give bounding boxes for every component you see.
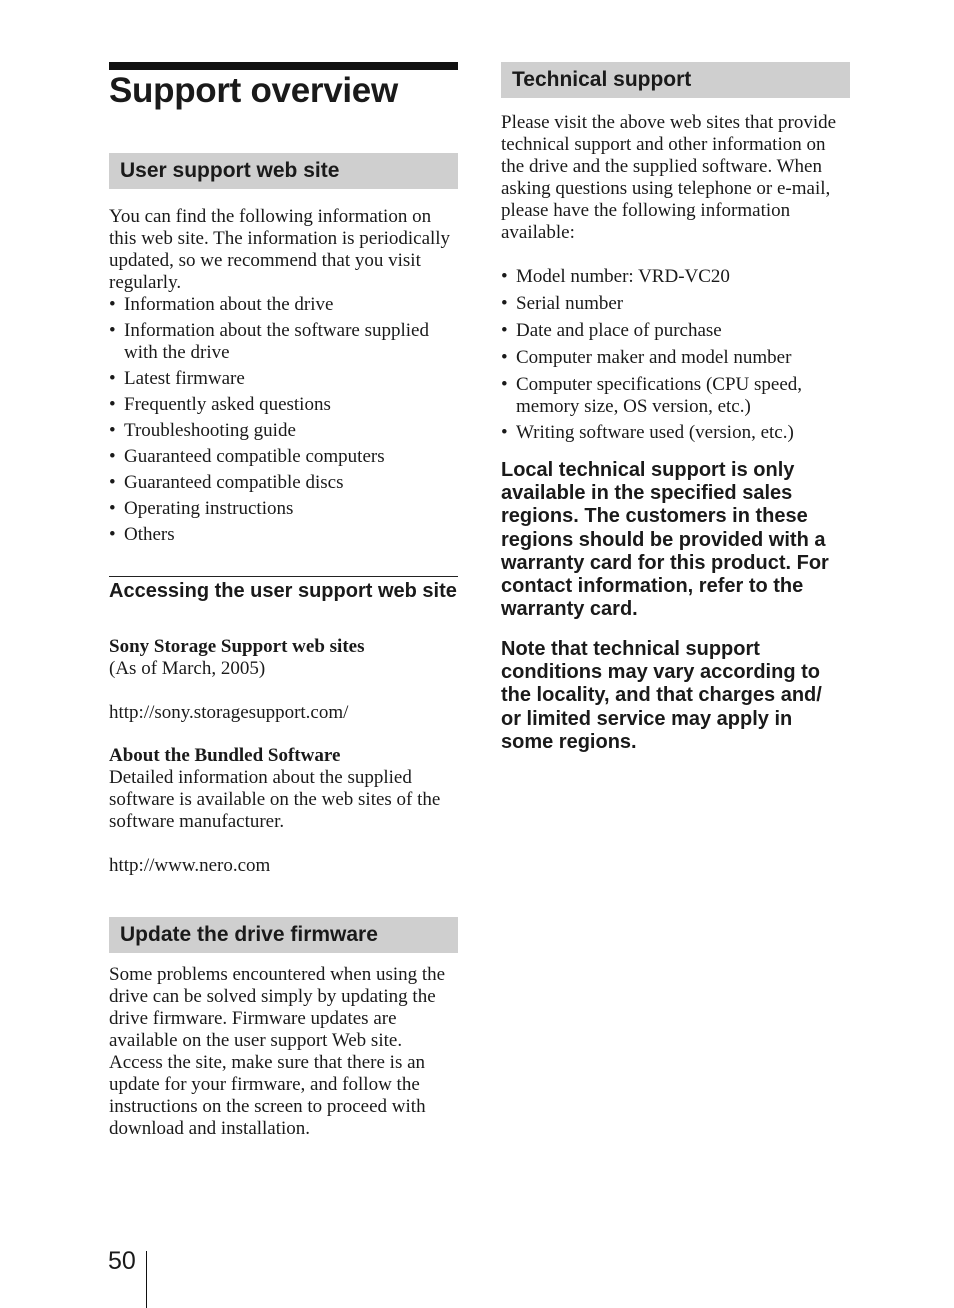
section-heading-user-support: User support web site xyxy=(109,153,458,189)
page-number-rule xyxy=(146,1251,147,1308)
conditions-note: Note that technical support conditions may vary according to the locality, and that charges and/ or limited service may apply in some regions. xyxy=(501,638,822,753)
user-support-intro: You can find the following information on this web site. The information is periodically updated, so we recommend that you visit regularly. xyxy=(109,206,451,293)
section-heading-firmware: Update the drive firmware xyxy=(109,917,458,953)
accessing-heading: Accessing the user support web site xyxy=(109,580,457,602)
list-item: • Others xyxy=(109,524,458,546)
page-title: Support overview xyxy=(109,71,398,110)
bundled-software-url[interactable]: http://www.nero.com xyxy=(109,855,271,876)
list-item: • Model number: VRD-VC20 xyxy=(501,266,850,288)
list-item: • Computer maker and model number xyxy=(501,347,850,369)
technical-list xyxy=(501,266,850,444)
local-support-note: Local technical support is only available in the specified sales regions. The customers in these regions should be provided with a warranty card for this product. For contact information, refer to the warranty card. xyxy=(501,459,829,621)
list-item: • Frequently asked questions xyxy=(109,394,458,416)
list-item: • Operating instructions xyxy=(109,498,458,520)
list-item: • Latest firmware xyxy=(109,368,458,390)
section-heading-technical: Technical support xyxy=(501,62,850,98)
list-item: • Writing software used (version, etc.) xyxy=(501,422,850,444)
list-item: • Serial number xyxy=(501,293,850,315)
bundled-software-text: Detailed information about the supplied software is available on the web sites of the software manufacturer. xyxy=(109,767,441,832)
user-support-list xyxy=(109,294,458,546)
title-rule xyxy=(109,62,458,70)
list-item: • Guaranteed compatible computers xyxy=(109,446,458,468)
firmware-text: Some problems encountered when using the drive can be solved simply by updating the drive firmware. Firmware updates are available on the user support Web site. Access the site, make sure that there is an update for your firmware, and follow the instructions on the screen to proceed with download and installation. xyxy=(109,964,446,1139)
bundled-software-label: About the Bundled Software xyxy=(109,745,341,766)
list-item: • Date and place of purchase xyxy=(501,320,850,342)
list-item: • Information about the drive xyxy=(109,294,458,316)
sony-support-label: Sony Storage Support web sites xyxy=(109,636,365,657)
list-item: • Information about the software supplied with the drive xyxy=(109,320,458,364)
subheading-rule xyxy=(109,576,458,577)
list-item: • Troubleshooting guide xyxy=(109,420,458,442)
list-item: • Computer specifications (CPU speed, memory size, OS version, etc.) xyxy=(501,374,850,418)
sony-support-url[interactable]: http://sony.storagesupport.com/ xyxy=(109,702,349,723)
page-number: 50 xyxy=(108,1247,136,1275)
list-item: • Guaranteed compatible discs xyxy=(109,472,458,494)
technical-intro: Please visit the above web sites that provide technical support and other information on the drive and the supplied software. When asking questions using telephone or e-mail, please have the following information available: xyxy=(501,112,837,243)
sony-support-date: (As of March, 2005) xyxy=(109,658,266,679)
